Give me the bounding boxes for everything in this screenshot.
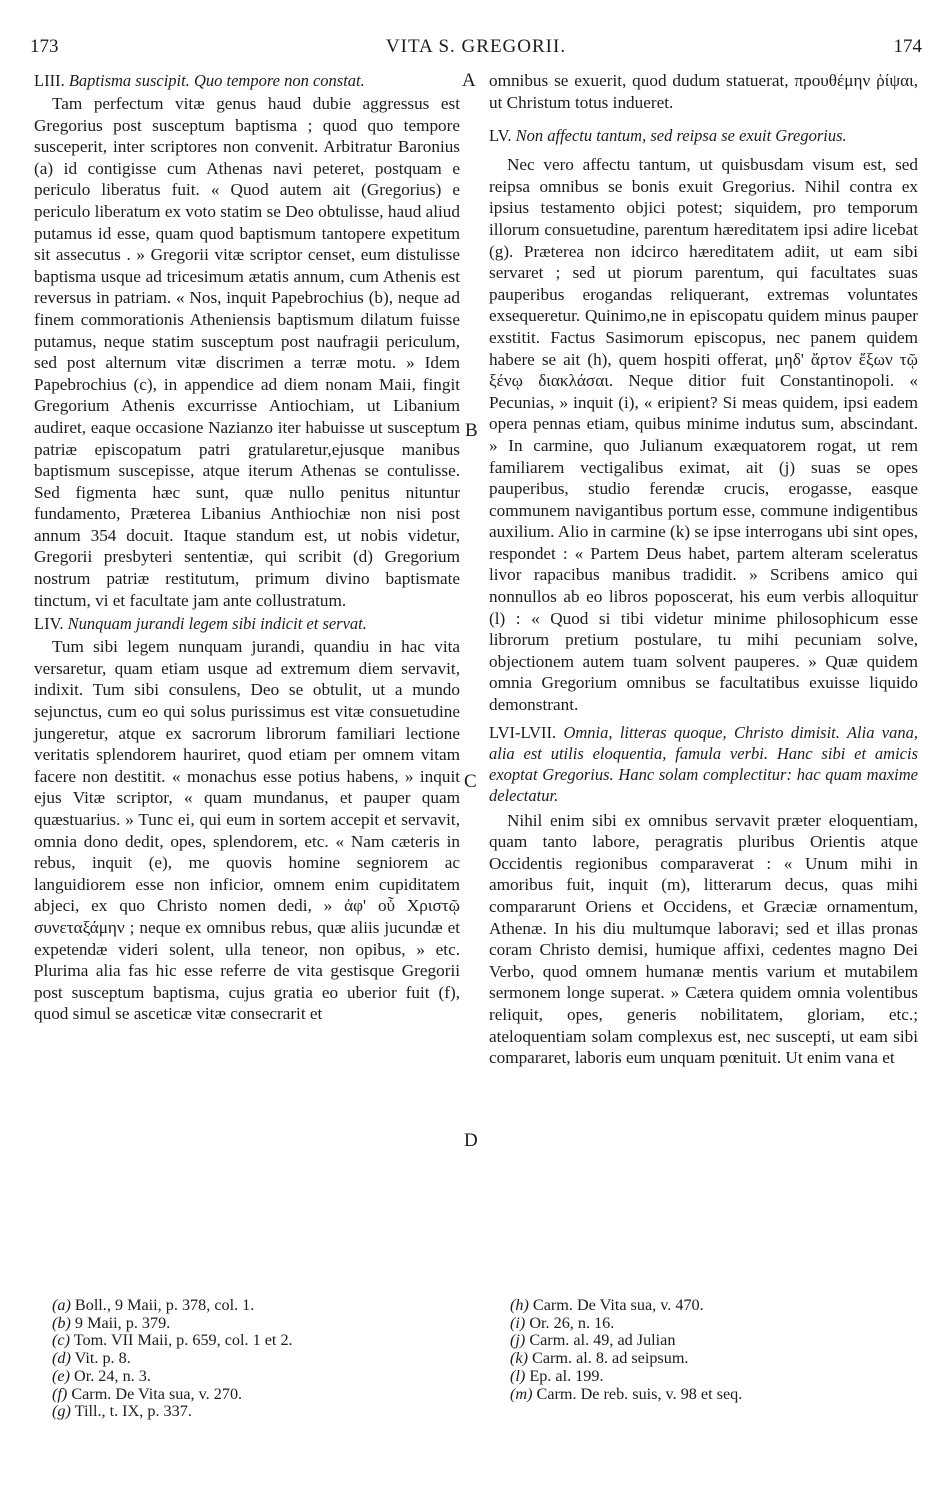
footnote: (h) Carm. De Vita sua, v. 470. — [510, 1296, 704, 1314]
section-heading-liv — [34, 613, 460, 634]
footnotes-left — [52, 1297, 293, 1421]
footnote: (j) Carm. al. 49, ad Julian — [510, 1331, 676, 1350]
section-title: Non affectu tantum, sed reipsa se exuit Gregorius. — [515, 126, 847, 146]
running-title: VITA S. GREGORII. — [385, 36, 567, 57]
section-number: LV. — [489, 126, 512, 146]
section-title: Baptisma suscipit. Quo tempore non constat. — [68, 71, 365, 90]
left-column — [34, 70, 460, 1025]
section-title: Omnia, litteras quoque, Christo dimisit. Alia vana, alia est utilis eloquentia, famula verbi. Hanc sibi et amicis exoptat Gregorius. Hanc solam complectitur: hac quam maxime delectatur. — [489, 722, 918, 805]
continued-paragraph: omnibus se exuerit, quod dudum statuerat, προυθέμην ῥίψαι, ut Christum totus indueret. — [489, 71, 918, 112]
footnote: (a) Boll., 9 Maii, p. 378, col. 1. — [52, 1296, 255, 1314]
section-heading-lvi-lvii — [489, 722, 918, 806]
section-heading-lv — [489, 125, 918, 146]
footnote: (g) Till., t. IX, p. 337. — [52, 1402, 192, 1421]
footnote: (l) Ep. al. 199. — [510, 1366, 604, 1385]
margin-letter-a: A — [462, 70, 476, 91]
footnote: (e) Or. 24, n. 3. — [52, 1366, 151, 1385]
section-title: Nunquam jurandi legem sibi indicit et servat. — [67, 614, 367, 634]
footnote: (f) Carm. De Vita sua, v. 270. — [52, 1384, 243, 1403]
section-paragraph-liii: Tam perfectum vitæ genus haud dubie aggressus est Gregorius post susceptum baptisma ; quod quo tempore susceperit, inter scriptores non convenit. Arbitratur Baronius (a) id contigisse cum Athenas navi peteret, postquam e periculo liberatus fuit. « Quod autem ait (Gregorius) e periculo liberatum ex voto statim se Deo obtulisse, haud aliud putamus id esse, quam quod baptismum tantopere expetitum sit assecutus . » Gregorii vitæ scriptor censet, eum distulisse baptisma usque ad tricesimum ætatis annum, cum Athenis est reversus in patriam. « Nos, inquit Papebrochius (b), neque ad finem commorationis Atheniensis baptismum dilatum fuisse putamus, neque statim susceptum post naufragii periculum, sed post alternum vitæ discrimen a terræ motu. » Idem Papebrochius (c), in appendice ad diem nonam Maii, fingit Gregorium Athenis excurrisse Antiochiam, ut Libanium audiret, eaque occasione Nazianzo iter habuisse ut susceptum patriæ episcopatum patri gratularetur,ejusque manibus baptismum suscepisse, atque iterum Athenas se contulisse. Sed figmenta hæc sunt, quæ nullo penitus nituntur fundamento, Præterea Libanius Anthiochiæ non nisi post annum 354 docuit. Itaque standum est, ut nobis videtur, Gregorii presbyteri sententiæ, qui scribit (d) Gregorium nostrum patriæ restitutum, primum divino baptismate tinctum, vi et facultate jam ante collustratum. — [34, 94, 460, 610]
margin-letter-b: B — [465, 420, 478, 441]
footnote: (d) Vit. p. 8. — [52, 1349, 131, 1368]
footnote: (i) Or. 26, n. 16. — [510, 1313, 615, 1332]
page-number-right: 174 — [893, 36, 922, 57]
running-header — [30, 36, 922, 60]
section-heading-liii — [34, 70, 460, 91]
section-paragraph-lv: Nec vero affectu tantum, ut quisbusdam visum est, sed reipsa omnibus se bonis exuit Gregorius. Nihil contra ex ipsius testamento objici potest; siquidem, pro temporum illorum consuetudine, parentum hæreditatem ipsi adire licebat (g). Præterea non idcirco hæreditatem adiit, ut eam sibi servaret ; sed ut piorum parentum, qui facultates suas pauperibus erogandas reliquerant, extremas voluntates exsequeretur. Quinimo,ne in episcopatu quidem minus pauper exstitit. Factus Sasimorum episcopus, nec panem quidem habere se ait (h), quem hospiti offerat, μηδ' ἄρτον ἔξων τῷ ξένῳ διακλάσαι. Neque ditior fuit Constantinopoli. « Pecunias, » inquit (i), « eripient? Si meas quidem, ipsi eadem opera pennas etiam, quibus minime indutus sum, abscindant. » In carmine, quo Julianum exæquatorem rogat, ut rem familiarem vectigalibus eximat, ait (j) suas se opes pauperibus, studio ferendæ crucis, erogasse, easque communem navigantibus portum esse, commune indigentibus auxilium. Alio in carmine (k) se ipse interrogans ubi sint opes, respondet : « Partem Deus habet, partem alteram sceleratus livor rapacibus manibus tradidit. » Scribens amico qui nonnullos ab eo libros poposcerat, his eum verbis alloquitur (l) : « Quod si tibi videtur minime philosophicum esse librorum pretium postulare, tu mihi pecuniam solve, objectionem autem tuam solvent pauperes. » Quæ quidem omnia Gregorium omnibus se facultatibus exuisse liquido demonstrant. — [489, 155, 918, 715]
section-number: LIII. — [34, 71, 65, 90]
margin-letter-d: D — [464, 1130, 478, 1151]
footnote: (k) Carm. al. 8. ad seipsum. — [510, 1349, 689, 1368]
margin-letter-c: C — [464, 771, 477, 792]
section-number: LVI-LVII. — [489, 722, 557, 742]
footnotes-right — [510, 1297, 742, 1403]
page-number-left: 173 — [30, 36, 59, 57]
footnote: (c) Tom. VII Maii, p. 659, col. 1 et 2. — [52, 1331, 293, 1350]
footnote: (m) Carm. De reb. suis, v. 98 et seq. — [510, 1384, 743, 1403]
section-paragraph-liv: Tum sibi legem nunquam jurandi, quandiu in hac vita versaretur, quam etiam usque ad extremum diem servavit, indixit. Tum sibi consulens, Deo se obtulit, ut a mundo sejunctus, cum eo qui solus purissimus est vitæ consuetudine jungeretur, atque ex sacrorum librorum familiari lectione veritatis splendorem hauriret, quod etiam per omnem vitam facere non destitit. « monachus esse potius habens, » inquit ejus Vitæ scriptor, « quam mundanus, et pauper quam quæstuarius. » Tunc ei, qui eum in sortem accepit et servavit, omnia dono dedit, opes, splendorem, etc. « Nam cæteris in rebus, inquit (e), me quovis homine segniorem ac languidiorem esse non inficior, omnem enim cupiditatem abjeci, ex quo Christo nomen dedi, » ἀφ' οὗ Χριστῷ συνεταξάμην ; neque ex omnibus rebus, quæ aliis jucundæ et expetendæ videri solent, ulla teneor, non opibus, » etc. Plurima alia fas hic esse referre de vita gestisque Gregorii post susceptum baptisma, cujus gratia eo uberior fuit (f), quod simul se asceticæ vitæ consecrarit et — [34, 637, 460, 1024]
right-column — [489, 70, 918, 1069]
section-paragraph-lvi-lvii: Nihil enim sibi ex omnibus servavit præter eloquentiam, quam tanto labore, peragratis pluribus Orientis atque Occidentis regionibus comparaverat : « Unum mihi in amoribus fuit, inquit (m), litterarum decus, quas mihi compararunt Oriens et Occidens, et Græciæ ornamentum, Athenæ. In his diu multumque laboravi; sed et illas pronas coram Christo demisi, humique affixi, cedentes magno Dei Verbo, quod omnem humanæ mentis varium et mutabilem sermonem longe superat. » Cætera quidem omnia volentibus reliquit, opes, generis nobilitatem, gloriam, etc.; ateloquentiam solam complexus est, nec suscepti, ut eam sibi compararet, laboris eum unquam pœnituit. Ut enim vana et — [489, 810, 918, 1068]
section-number: LIV. — [34, 614, 64, 634]
footnote: (b) 9 Maii, p. 379. — [52, 1313, 171, 1332]
